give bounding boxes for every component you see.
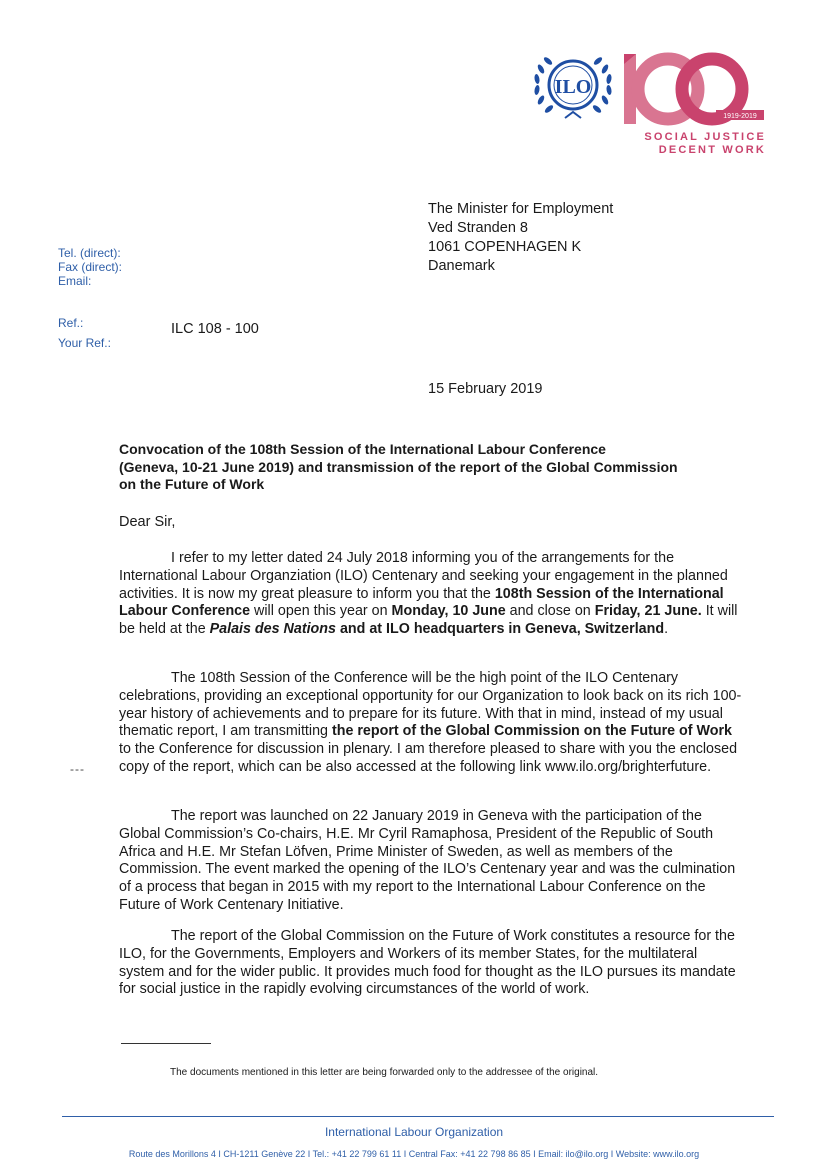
- p2-text-1: The 108th Session of the Conference will be the high point of the ILO Centenary celebrations, providing an exceptional opportunity for our Organization to look back on its rich 100-year history of achievements and to prepare for its future. With that in mind, instead of my usual thematic report, I am transmitting: [119, 670, 742, 740]
- p1-text-1: I refer to my letter dated 24 July 2018 informing you of the arrangements for the International Labour Organziation (ILO) Centenary and seeking your engagement in the planned activities. It is now my great pleasure to inform you that the: [119, 550, 728, 602]
- p1-text-5: .: [664, 621, 669, 638]
- paragraph-3: [119, 808, 744, 915]
- centenary-100-logo: [620, 46, 768, 128]
- contact-labels: [58, 246, 122, 288]
- recipient-line-1: The Minister for Employment: [428, 201, 614, 217]
- tel-label: Tel. (direct):: [58, 246, 121, 260]
- subject-line-2: (Geneva, 10-21 June 2019) and transmission of the report of the Global Commission: [119, 458, 678, 475]
- recipient-line-4: Danemark: [428, 258, 495, 274]
- p1-text-3: and close on: [505, 603, 595, 620]
- ilo-emblem-text: ILO: [554, 76, 592, 98]
- paragraph-1: [119, 550, 744, 639]
- centenary-tagline: [626, 131, 766, 157]
- p1-bold-italic: Palais des Nations: [209, 621, 336, 638]
- tagline-line-1: SOCIAL JUSTICE: [644, 131, 766, 143]
- margin-mark: ---: [70, 762, 85, 776]
- p2-bold-1: the report of the Global Commission on the Future of Work: [331, 723, 733, 740]
- p1-bold-4: and at ILO headquarters in Geneva, Switzerland: [335, 621, 665, 638]
- fax-label: Fax (direct):: [58, 260, 123, 274]
- p4-text: The report of the Global Commission on the Future of Work constitutes a resource for the ILO, for the Governments, Employers and Workers of its member States, for the multilateral system and for the wider public. It provides much food for thought as the ILO pursues its mandate for social justice in the rapidly evolving circumstances of the world of work.: [119, 928, 736, 998]
- footer-divider: [62, 1116, 774, 1117]
- p1-text-2: will open this year on: [250, 603, 392, 620]
- footnote-divider: [121, 1043, 211, 1044]
- centenary-years-text: 1919-2019: [723, 113, 757, 120]
- p1-bold-2: Monday, 10 June: [391, 603, 506, 620]
- p1-text-4: It will be held at the: [119, 603, 738, 638]
- paragraph-2: [119, 670, 744, 777]
- subject-line-1: Convocation of the 108th Session of the International Labour Conference: [119, 441, 606, 457]
- tagline-line-2: DECENT WORK: [658, 144, 766, 156]
- ref-label: Ref.:: [58, 316, 84, 330]
- p2-text-2: to the Conference for discussion in plenary. I am therefore pleased to share with you the enclosed copy of the report, which can be also accessed at the following link www.ilo.org/brighterfuture.: [119, 741, 738, 775]
- p1-bold-1: 108th Session of the International Labour Conference: [119, 585, 724, 620]
- recipient-line-3: 1061 COPENHAGEN K: [428, 239, 582, 255]
- paragraph-4: [119, 928, 744, 999]
- ilo-emblem-logo: [527, 48, 619, 124]
- salutation: Dear Sir,: [119, 514, 176, 530]
- p1-bold-3: Friday, 21 June.: [594, 603, 702, 620]
- footer-org-name: International Labour Organization: [324, 1125, 504, 1139]
- letter-subject: [119, 441, 739, 494]
- ref-value: ILC 108 - 100: [171, 321, 259, 337]
- p3-text: The report was launched on 22 January 2019 in Geneva with the participation of the Global Commission’s Co-chairs, H.E. Mr Cyril Ramaphosa, President of the Republic of South Africa and H.E. Mr Stefan Löfven, Prime Minister of Sweden, as well as members of the Commission. The event marked the opening of the ILO’s Centenary year and was the culmination of a process that began in 2015 with my report to the International Labour Conference on the Future of Work Centenary Initiative.: [119, 808, 736, 913]
- footnote-text: The documents mentioned in this letter are being forwarded only to the addressee of the original.: [170, 1067, 599, 1078]
- email-label: Email:: [58, 274, 92, 288]
- letter-date: 15 February 2019: [428, 381, 543, 397]
- your-ref-label: Your Ref.:: [58, 336, 111, 350]
- footer-contact-line: Route des Morillons 4 I CH-1211 Genève 22 I Tel.: +41 22 799 61 11 I Central Fax: +41 22 798 86 85 I Email: ilo@ilo.org I Website: www.ilo.org: [128, 1149, 700, 1159]
- subject-line-3: on the Future of Work: [119, 476, 265, 492]
- recipient-line-2: Ved Stranden 8: [428, 220, 528, 236]
- recipient-address: [428, 200, 613, 276]
